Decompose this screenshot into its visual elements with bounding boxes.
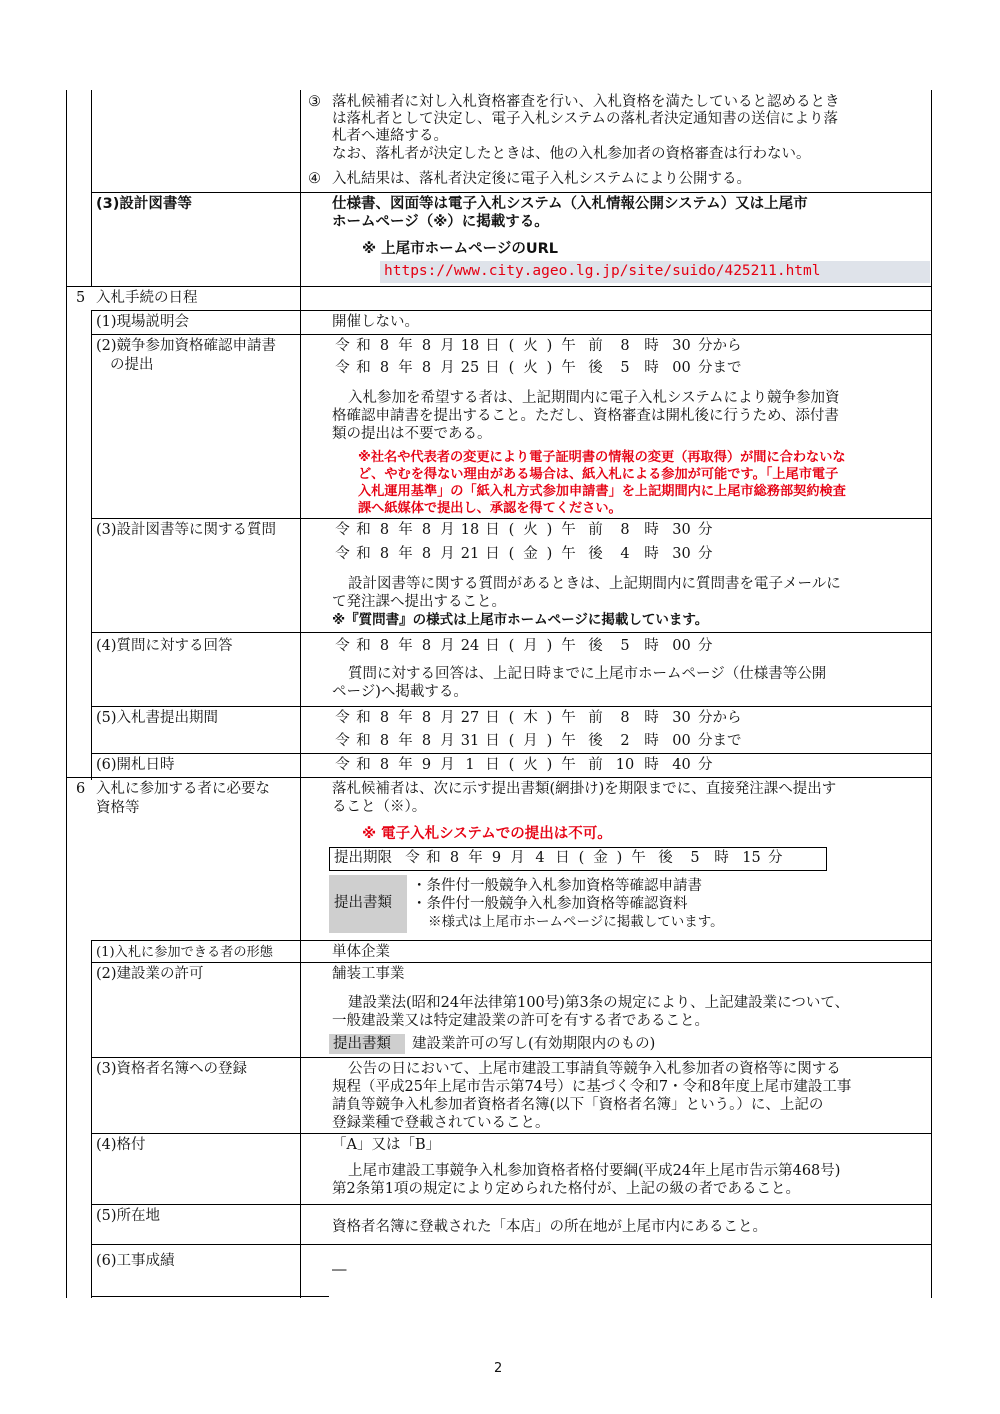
date-token: 前 (588, 338, 603, 354)
date-token: 令 (335, 757, 350, 773)
submission-label: (5)入札書提出期間 (96, 710, 219, 726)
submission-from-date (332, 710, 742, 727)
date-token: 8 (379, 638, 390, 654)
date-token: ) (546, 710, 553, 726)
date-token: 分まで (698, 733, 742, 749)
date-token: 後 (588, 360, 603, 376)
date-token: 午 (561, 360, 576, 376)
application-label-1: (2)競争参加資格確認申請書 (96, 338, 277, 354)
date-token: 日 (485, 360, 500, 376)
deadline-date (402, 850, 783, 867)
date-token: 分 (698, 522, 713, 538)
rating-para-2: 第2条第1項の規定により定められた格付が、上記の級の者であること。 (332, 1181, 800, 1197)
date-token: 年 (398, 360, 413, 376)
date-token: 和 (356, 733, 371, 749)
design-docs-line-2: ホームページ（※）に掲載する。 (332, 214, 549, 230)
date-token: 15 (742, 850, 761, 866)
date-token: 8 (379, 360, 390, 376)
date-token: 31 (460, 733, 480, 749)
date-token: 和 (356, 546, 371, 562)
date-token: 和 (356, 638, 371, 654)
date-token: 分 (768, 850, 783, 866)
location-label: (5)所在地 (96, 1208, 161, 1224)
date-token: 年 (398, 522, 413, 538)
date-token: 月 (523, 733, 538, 749)
date-token: 日 (485, 733, 500, 749)
opening-label: (6)開札日時 (96, 757, 175, 773)
date-token: 時 (714, 850, 729, 866)
date-token: 5 (690, 850, 700, 866)
license-para-2: 一般建設業又は特定建設業の許可を有する者であること。 (332, 1013, 709, 1029)
date-token: 00 (672, 733, 691, 749)
date-token: ( (508, 733, 515, 749)
date-token: 和 (356, 710, 371, 726)
date-token: 分 (698, 638, 713, 654)
date-token: 和 (356, 338, 371, 354)
date-token: 令 (335, 638, 350, 654)
date-token: 火 (523, 757, 538, 773)
date-token: 木 (523, 710, 538, 726)
date-token: 時 (644, 546, 659, 562)
date-token: 年 (398, 546, 413, 562)
date-token: 令 (335, 360, 350, 376)
registry-para-3: 請負等競争入札参加者資格者名簿(以下「資格者名簿」という。）に、上記の (332, 1097, 824, 1113)
date-token: 8 (620, 522, 630, 538)
date-token: 日 (555, 850, 570, 866)
section-6-title-2: 資格等 (96, 800, 140, 816)
registry-label: (3)資格者名簿への登録 (96, 1061, 248, 1077)
submission-to-date (332, 733, 742, 750)
date-token: 分から (698, 710, 742, 726)
date-token: ) (546, 733, 553, 749)
application-from-date (332, 338, 742, 355)
date-token: 9 (491, 850, 502, 866)
date-token: 年 (398, 710, 413, 726)
date-token: ) (546, 338, 553, 354)
date-token: 前 (588, 522, 603, 538)
doc-item-2: ・条件付一般競争入札参加資格等確認資料 (412, 896, 688, 912)
date-token: 火 (523, 338, 538, 354)
rating-label: (4)格付 (96, 1137, 146, 1153)
questions-label: (3)設計図書等に関する質問 (96, 522, 277, 538)
date-token: 午 (561, 338, 576, 354)
date-token: 午 (631, 850, 646, 866)
date-token: 1 (465, 757, 475, 773)
application-note-4: 課へ紙媒体で提出し、承認を得てください。 (358, 501, 622, 516)
date-token: 年 (398, 733, 413, 749)
date-token: 日 (485, 546, 500, 562)
date-token: 後 (588, 546, 603, 562)
form-label: (1)入札に参加できる者の形態 (96, 945, 273, 960)
record-label: (6)工事成績 (96, 1253, 175, 1269)
date-token: 令 (335, 546, 350, 562)
date-token: 8 (421, 710, 432, 726)
date-token: 8 (421, 733, 432, 749)
page-number: 2 (494, 1361, 503, 1376)
design-docs-label: (3)設計図書等 (96, 196, 192, 212)
section-6-number: 6 (76, 781, 86, 797)
date-token: ( (508, 710, 515, 726)
date-token: 時 (644, 638, 659, 654)
date-token: 午 (561, 546, 576, 562)
date-token: 和 (356, 522, 371, 538)
questions-note: ※『質問書』の様式は上尾市ホームページに掲載しています。 (332, 612, 709, 628)
section-5-title: 入札手続の日程 (96, 290, 198, 306)
date-token: 5 (620, 638, 630, 654)
date-token: 8 (379, 733, 390, 749)
date-token: 月 (440, 522, 455, 538)
date-token: 時 (644, 757, 659, 773)
license-label: (2)建設業の許可 (96, 966, 204, 982)
registry-para-1: 公告の日において、上尾市建設工事請負等競争入札参加者の資格等に関する (348, 1061, 841, 1077)
date-token: 前 (588, 757, 603, 773)
date-token: 年 (398, 338, 413, 354)
registry-para-4: 登録業種で登載されていること。 (332, 1115, 550, 1131)
date-token: 令 (405, 850, 420, 866)
license-doc-label: 提出書類 (333, 1036, 391, 1052)
date-token: 年 (398, 757, 413, 773)
location-value: 資格者名簿に登載された「本店」の所在地が上尾市内にあること。 (332, 1219, 767, 1235)
date-token: ) (546, 638, 553, 654)
date-token: 8 (379, 338, 390, 354)
date-token: 日 (485, 710, 500, 726)
doc-note: ※様式は上尾市ホームページに掲載しています。 (428, 914, 724, 930)
date-token: 8 (379, 522, 390, 538)
application-para-3: 類の提出は不要である。 (332, 426, 492, 442)
questions-from-date (332, 522, 713, 539)
date-token: 火 (523, 522, 538, 538)
application-para-1: 入札参加を希望する者は、上記期間内に電子入札システムにより競争参加資 (348, 390, 840, 406)
application-para-2: 格確認申請書を提出すること。ただし、資格審査は開札後に行うため、添付書 (332, 408, 839, 424)
answers-label: (4)質問に対する回答 (96, 638, 233, 654)
date-token: 月 (510, 850, 525, 866)
license-doc: 建設業許可の写し(有効期限内のもの) (412, 1036, 656, 1052)
date-token: 30 (672, 522, 691, 538)
date-token: 日 (485, 757, 500, 773)
date-token: ) (546, 546, 553, 562)
date-token: 4 (535, 850, 545, 866)
section-6-title-1: 入札に参加する者に必要な (96, 781, 270, 797)
date-token: 月 (440, 546, 455, 562)
answers-para-2: ページ)へ掲載する。 (332, 684, 468, 700)
date-token: 30 (672, 546, 691, 562)
date-token: 日 (485, 638, 500, 654)
date-token: ( (508, 522, 515, 538)
date-token: 午 (561, 638, 576, 654)
questions-para-2: て発注課へ提出すること。 (332, 594, 506, 610)
application-note-1: ※社名や代表者の変更により電子証明書の情報の変更（再取得）が間に合わないな (358, 450, 846, 465)
date-token: 金 (523, 546, 538, 562)
date-token: 30 (672, 710, 691, 726)
date-token: 午 (561, 757, 576, 773)
qualification-para-2: ること（※）。 (332, 799, 427, 815)
date-token: 9 (421, 757, 432, 773)
date-token: 8 (449, 850, 460, 866)
date-token: 午 (561, 710, 576, 726)
date-token: 00 (672, 360, 691, 376)
site-briefing-value: 開催しない。 (332, 314, 419, 330)
item-3-line-4: なお、落札者が決定したときは、他の入札参加者の資格審査は行わない。 (332, 146, 811, 162)
date-token: 後 (588, 638, 603, 654)
site-briefing-label: (1)現場説明会 (96, 314, 190, 330)
license-value: 舗装工事業 (332, 966, 405, 982)
date-token: 月 (440, 710, 455, 726)
date-token: 8 (421, 638, 432, 654)
date-token: ) (546, 360, 553, 376)
date-token: ( (508, 360, 515, 376)
registry-para-2: 規程（平成25年上尾市告示第74号）に基づく令和7・令和8年度上尾市建設工事 (332, 1079, 852, 1095)
date-token: 5 (620, 360, 630, 376)
deadline-label: 提出期限 (334, 850, 392, 866)
date-token: ( (508, 338, 515, 354)
date-token: ( (508, 638, 515, 654)
record-value: ― (332, 1262, 347, 1278)
date-token: 時 (644, 338, 659, 354)
date-token: 年 (468, 850, 483, 866)
questions-para-1: 設計図書等に関する質問があるときは、上記期間内に質問書を電子メールに (348, 576, 841, 592)
date-token: 25 (460, 360, 480, 376)
date-token: 18 (460, 338, 480, 354)
application-note-3: 入札運用基準」の「紙入札方式参加申請書」を上記期間内に上尾市総務部契約検査 (358, 484, 846, 499)
date-token: 27 (460, 710, 480, 726)
rating-value: 「A」又は「B」 (332, 1137, 441, 1153)
qualification-note: ※ 電子入札システムでの提出は不可。 (362, 826, 612, 842)
date-token: 8 (379, 710, 390, 726)
date-token: 8 (620, 338, 630, 354)
date-token: 令 (335, 733, 350, 749)
doc-item-1: ・条件付一般競争入札参加資格等確認申請書 (412, 878, 702, 894)
item-3-line-2: は落札者として決定し、電子入札システムの落札者決定通知書の送信により落 (332, 111, 839, 127)
date-token: 月 (440, 360, 455, 376)
qualification-para-1: 落札候補者は、次に示す提出書類(網掛け)を期限までに、直接発注課へ提出す (332, 781, 837, 797)
date-token: 2 (620, 733, 630, 749)
date-token: 金 (593, 850, 608, 866)
date-token: 8 (421, 360, 432, 376)
date-token: 00 (672, 638, 691, 654)
date-token: ( (578, 850, 585, 866)
date-token: ( (508, 757, 515, 773)
date-token: 8 (421, 522, 432, 538)
date-token: 8 (379, 757, 390, 773)
date-token: 4 (620, 546, 630, 562)
date-token: 分まで (698, 360, 742, 376)
date-token: 前 (588, 710, 603, 726)
homepage-url-link[interactable]: https://www.city.ageo.lg.jp/site/suido/425211.html (384, 263, 821, 279)
item-3-number: ③ (308, 94, 321, 110)
item-4-number: ④ (308, 171, 321, 187)
date-token: 和 (426, 850, 441, 866)
license-para-1: 建設業法(昭和24年法律第100号)第3条の規定により、上記建設業について、 (348, 995, 850, 1011)
date-token: 月 (440, 638, 455, 654)
date-token: 40 (672, 757, 691, 773)
application-note-2: ど、やむを得ない理由がある場合は、紙入札による参加が可能です。「上尾市電子 (358, 467, 839, 482)
date-token: 21 (460, 546, 480, 562)
rating-para-1: 上尾市建設工事競争入札参加資格者格付要綱(平成24年上尾市告示第468号) (348, 1163, 841, 1179)
date-token: 8 (620, 710, 630, 726)
date-token: ) (546, 757, 553, 773)
application-label-2: の提出 (110, 357, 154, 373)
date-token: 令 (335, 522, 350, 538)
date-token: 8 (421, 338, 432, 354)
date-token: 24 (460, 638, 480, 654)
item-3-line-3: 札者へ連絡する。 (332, 128, 448, 144)
date-token: 8 (379, 546, 390, 562)
date-token: 令 (335, 338, 350, 354)
date-token: 和 (356, 757, 371, 773)
design-docs-line-1: 仕様書、図面等は電子入札システム（入札情報公開システム）又は上尾市 (332, 196, 808, 212)
section-5-number: 5 (76, 290, 86, 306)
questions-to-date (332, 546, 713, 563)
docs-label: 提出書類 (334, 895, 392, 911)
item-4-line-1: 入札結果は、落札者決定後に電子入札システムにより公開する。 (332, 171, 752, 187)
date-token: 時 (644, 522, 659, 538)
item-3-line-1: 落札候補者に対し入札資格審査を行い、入札資格を満たしていると認めるとき (332, 94, 840, 110)
date-token: 時 (644, 360, 659, 376)
date-token: 10 (615, 757, 635, 773)
date-token: 時 (644, 710, 659, 726)
date-token: 午 (561, 733, 576, 749)
url-label: ※ 上尾市ホームページのURL (362, 241, 559, 257)
date-token: 日 (485, 338, 500, 354)
opening-date (332, 757, 713, 774)
date-token: 月 (440, 338, 455, 354)
date-token: 時 (644, 733, 659, 749)
date-token: 月 (440, 757, 455, 773)
date-token: 月 (523, 638, 538, 654)
date-token: 後 (588, 733, 603, 749)
date-token: 令 (335, 710, 350, 726)
date-token: ) (616, 850, 623, 866)
date-token: 火 (523, 360, 538, 376)
date-token: 午 (561, 522, 576, 538)
date-token: 日 (485, 522, 500, 538)
date-token: 後 (658, 850, 673, 866)
form-value: 単体企業 (332, 944, 390, 960)
date-token: 分から (698, 338, 742, 354)
date-token: ) (546, 522, 553, 538)
date-token: 月 (440, 733, 455, 749)
answers-date (332, 638, 713, 655)
date-token: 18 (460, 522, 480, 538)
date-token: ( (508, 546, 515, 562)
date-token: 年 (398, 638, 413, 654)
application-to-date (332, 360, 742, 377)
answers-para-1: 質問に対する回答は、上記日時までに上尾市ホームページ（仕様書等公開 (348, 666, 827, 682)
date-token: 30 (672, 338, 691, 354)
date-token: 8 (421, 546, 432, 562)
date-token: 分 (698, 757, 713, 773)
date-token: 和 (356, 360, 371, 376)
date-token: 分 (698, 546, 713, 562)
